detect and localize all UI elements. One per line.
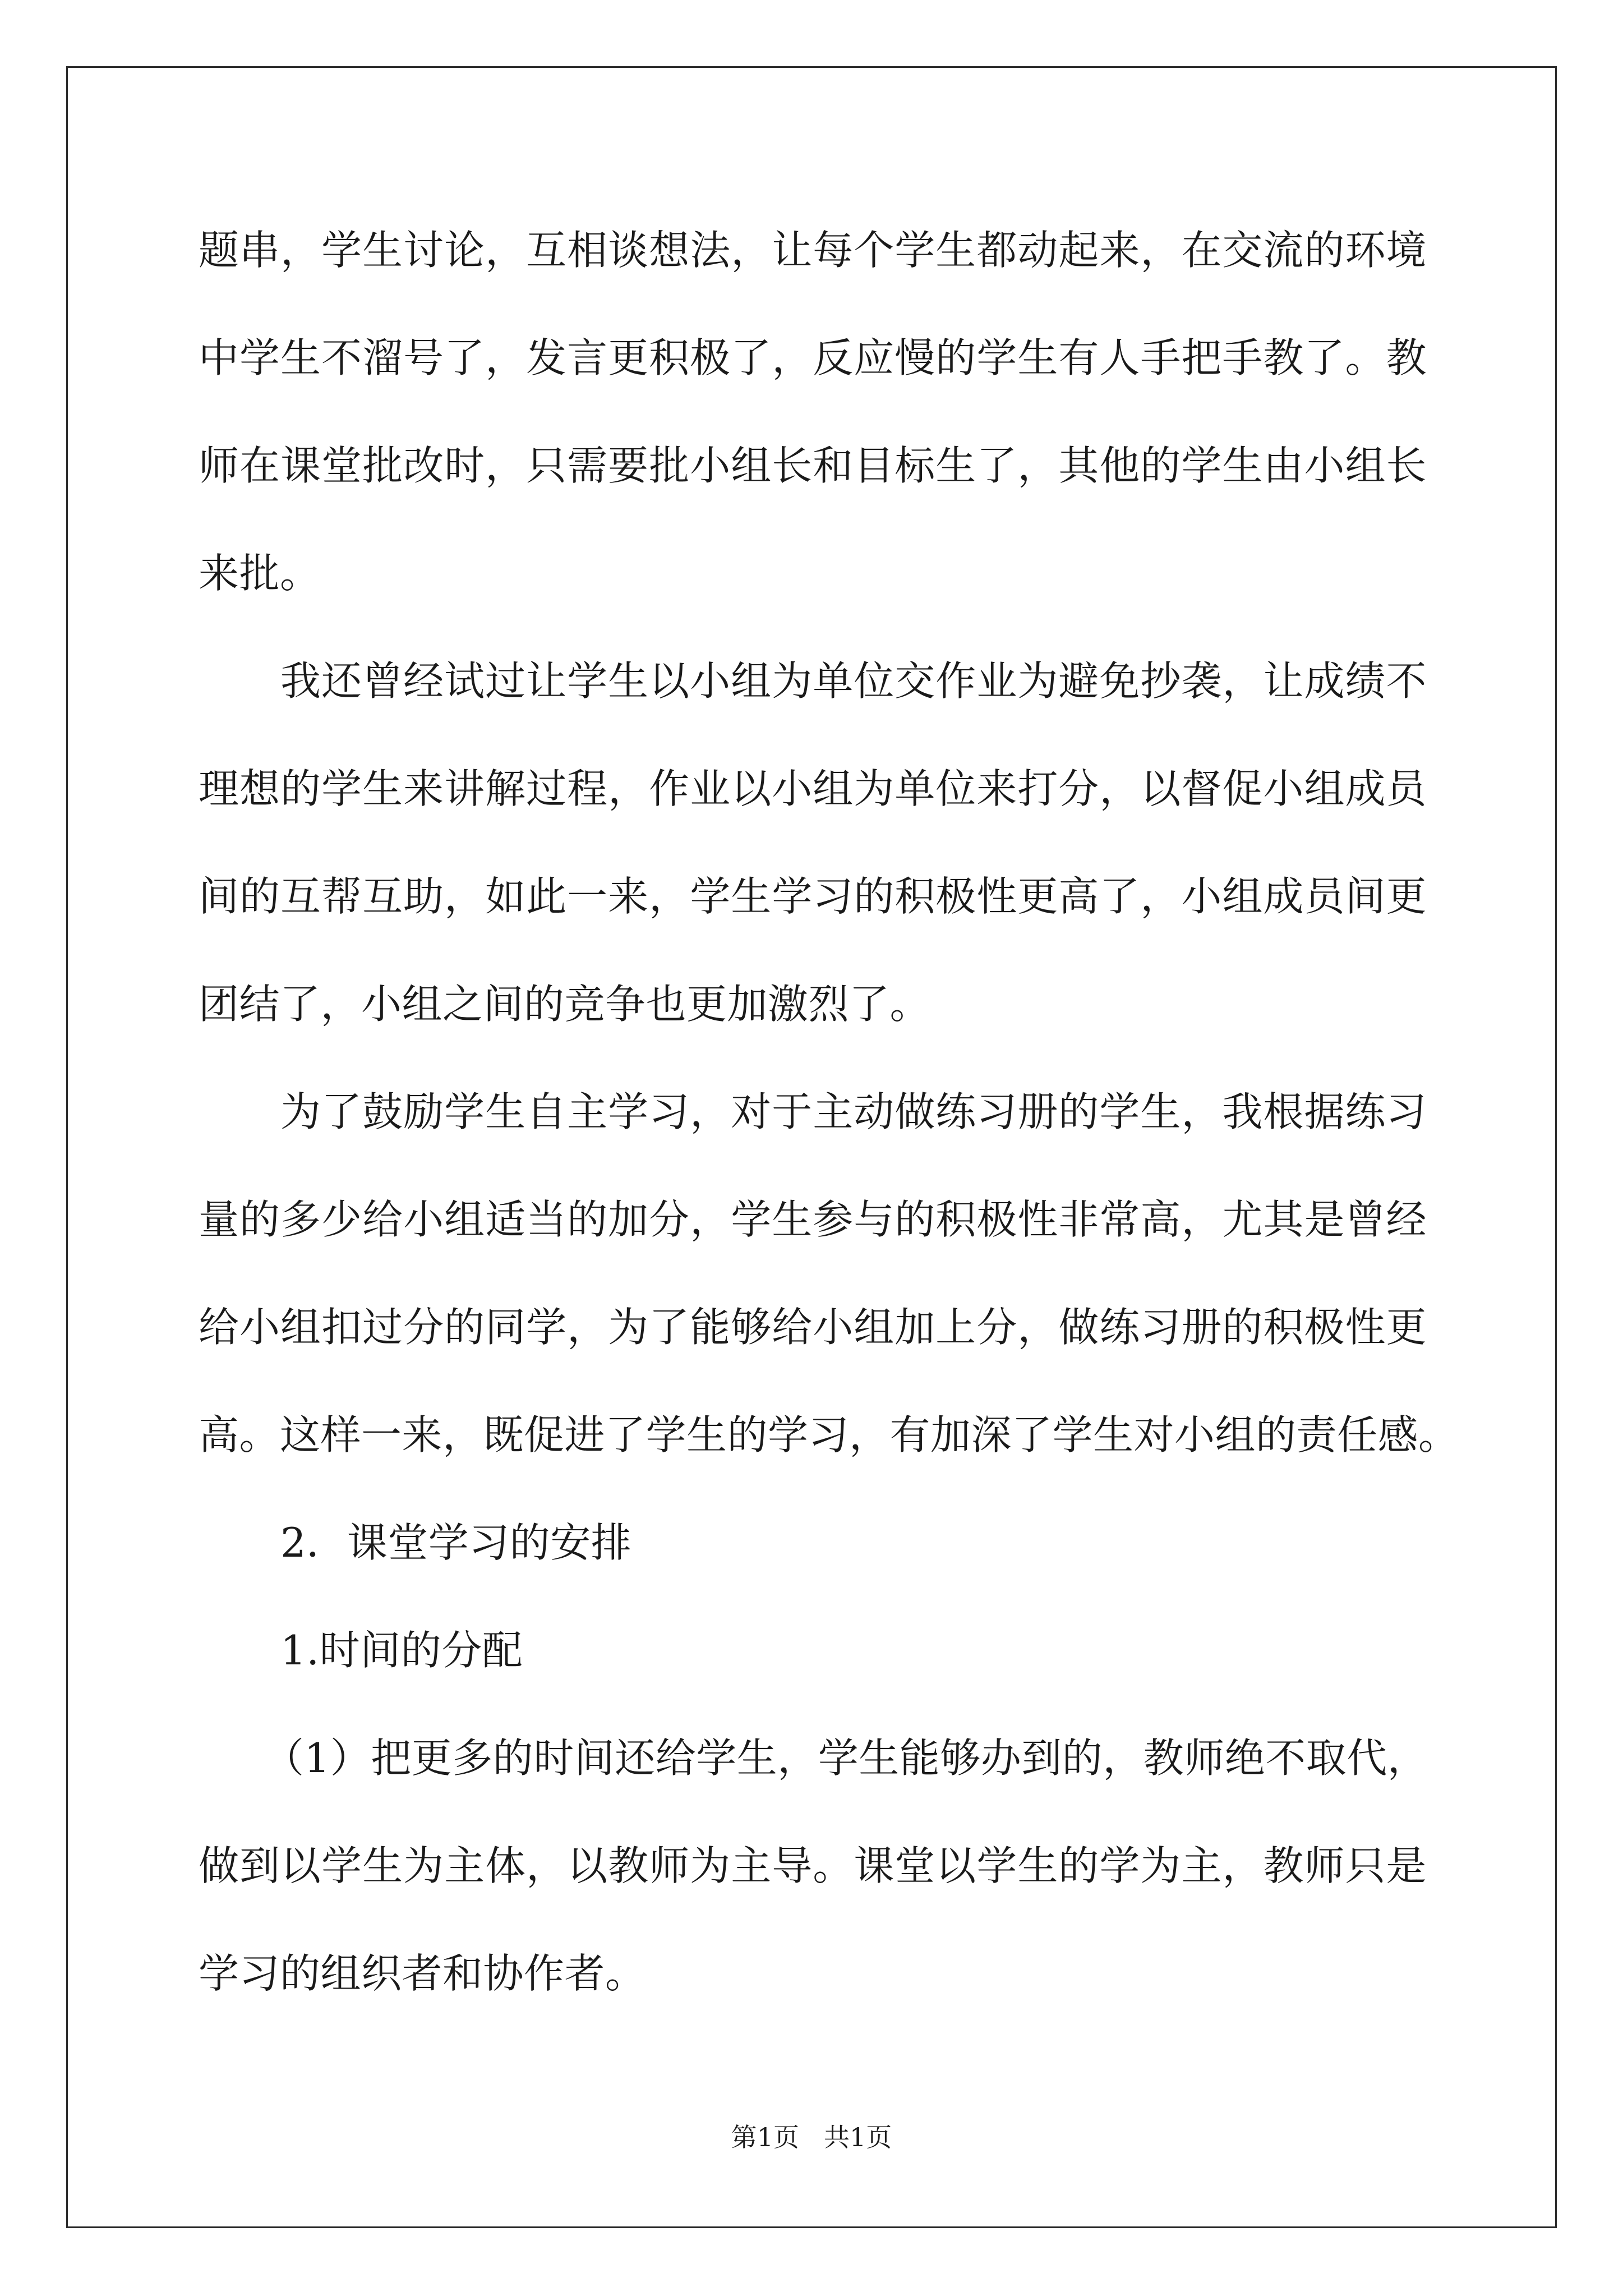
page-total: 共1页 — [824, 2122, 892, 2152]
text-line: 理想的学生来讲解过程，作业以小组为单位来打分，以督促小组成员 — [199, 765, 1427, 812]
text-line: 为了鼓励学生自主学习，对于主动做练习册的学生，我根据练习 — [280, 1088, 1427, 1135]
text-line: （1）把更多的时间还给学生，学生能够办到的，教师绝不取代， — [264, 1734, 1428, 1782]
text-line: 来批。 — [199, 550, 321, 597]
text-line: 做到以学生为主体，以教师为主导。课堂以学生的学为主，教师只是 — [199, 1842, 1427, 1889]
text-line: 团结了，小组之间的竞争也更加激烈了。 — [199, 981, 931, 1028]
text-line: 量的多少给小组适当的加分，学生参与的积极性非常高，尤其是曾经 — [199, 1196, 1427, 1243]
text-line: 给小组扣过分的同学，为了能够给小组加上分，做练习册的积极性更 — [199, 1304, 1427, 1351]
text-line: 中学生不溜号了，发言更积极了，反应慢的学生有人手把手教了。教 — [199, 334, 1427, 381]
text-line: 学习的组织者和协作者。 — [199, 1950, 646, 1997]
text-line: 我还曾经试过让学生以小组为单位交作业为避免抄袭，让成绩不 — [280, 657, 1427, 705]
text-line: 题串，学生讨论，互相谈想法，让每个学生都动起来，在交流的环境 — [199, 227, 1427, 274]
section-heading: 2．课堂学习的安排 — [280, 1519, 632, 1566]
page-number: 第1页 — [731, 2122, 799, 2152]
text-line: 师在课堂批改时，只需要批小组长和目标生了，其他的学生由小组长 — [199, 442, 1427, 489]
page-footer — [0, 2120, 1623, 2154]
subsection-heading: 1.时间的分配 — [280, 1627, 523, 1674]
text-line: 间的互帮互助，如此一来，学生学习的积极性更高了，小组成员间更 — [199, 873, 1427, 920]
document-body — [199, 196, 1459, 2027]
text-line: 高。这样一来，既促进了学生的学习，有加深了学生对小组的责任感。 — [199, 1411, 1459, 1458]
